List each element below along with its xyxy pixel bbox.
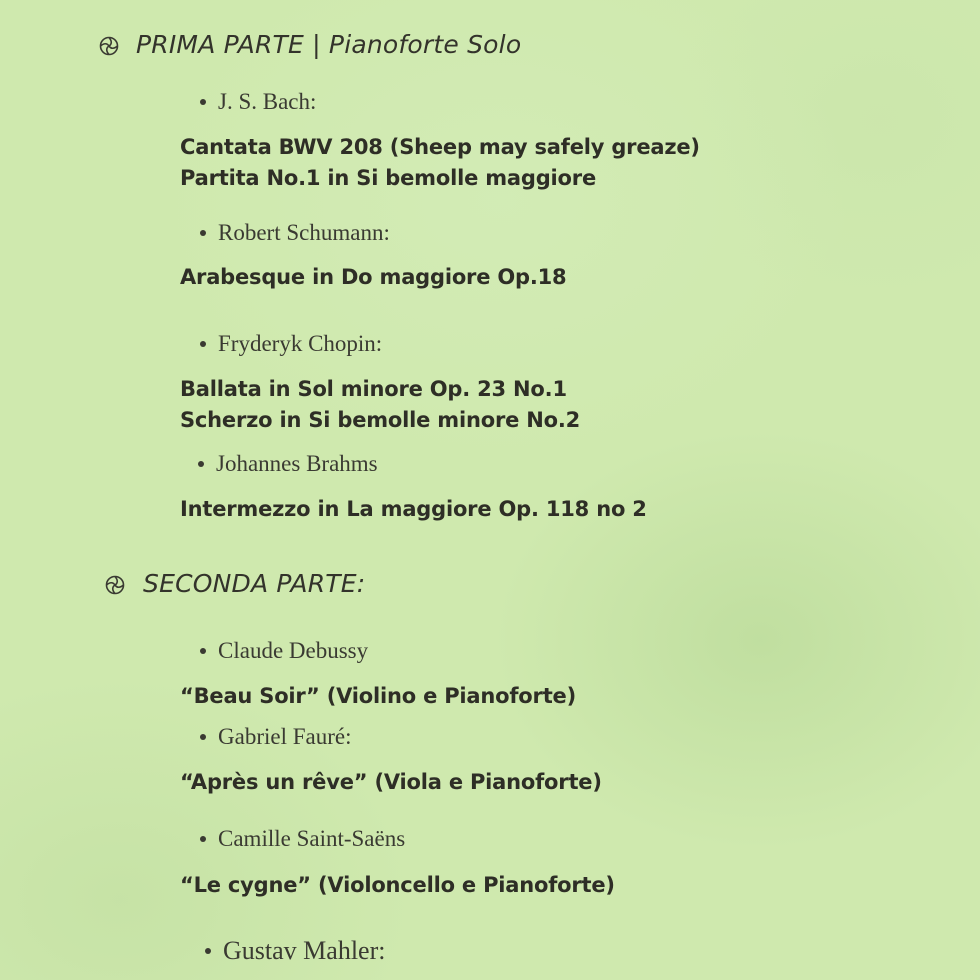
spiral-icon bbox=[98, 35, 120, 57]
composer-schumann bbox=[200, 220, 390, 246]
work-item: “Le cygne” (Violoncello e Pianoforte) bbox=[180, 873, 615, 897]
composer-mahler bbox=[205, 936, 385, 966]
composer-name: Robert Schumann: bbox=[218, 220, 390, 245]
work-item: Intermezzo in La maggiore Op. 118 no 2 bbox=[180, 497, 647, 521]
bullet bbox=[200, 836, 206, 842]
work-item: Cantata BWV 208 (Sheep may safely greaze) bbox=[180, 135, 700, 159]
composer-name: Claude Debussy bbox=[218, 638, 369, 663]
composer-name: Johannes Brahms bbox=[216, 451, 378, 476]
composer-faure bbox=[200, 724, 351, 750]
work-item: Arabesque in Do maggiore Op.18 bbox=[180, 265, 567, 289]
work-item: Scherzo in Si bemolle minore No.2 bbox=[180, 408, 581, 432]
composer-name: Camille Saint-Saëns bbox=[218, 826, 406, 851]
work-item: Ballata in Sol minore Op. 23 No.1 bbox=[180, 377, 567, 401]
spiral-icon bbox=[104, 574, 126, 596]
work-item: “Beau Soir” (Violino e Pianoforte) bbox=[180, 684, 576, 708]
bullet bbox=[200, 341, 206, 347]
work-item: Partita No.1 in Si bemolle maggiore bbox=[180, 166, 596, 190]
section-title-prima-parte: PRIMA PARTE | Pianoforte Solo bbox=[136, 30, 522, 59]
composer-debussy bbox=[200, 638, 368, 664]
bullet bbox=[200, 734, 206, 740]
work-item: “Après un rêve” (Viola e Pianoforte) bbox=[180, 770, 602, 794]
composer-name: Gabriel Fauré: bbox=[218, 724, 352, 749]
bullet bbox=[198, 461, 204, 467]
bullet bbox=[200, 648, 206, 654]
composer-chopin bbox=[200, 331, 382, 357]
composer-brahms bbox=[198, 451, 378, 477]
bullet bbox=[200, 99, 206, 105]
composer-name: Fryderyk Chopin: bbox=[218, 331, 383, 356]
bullet bbox=[205, 948, 211, 954]
section-title-seconda-parte: SECONDA PARTE: bbox=[143, 569, 366, 598]
composer-saint-saens bbox=[200, 826, 405, 852]
composer-bach bbox=[200, 89, 316, 115]
composer-name: Gustav Mahler: bbox=[223, 936, 386, 965]
bullet bbox=[200, 230, 206, 236]
composer-name: J. S. Bach: bbox=[218, 89, 317, 114]
